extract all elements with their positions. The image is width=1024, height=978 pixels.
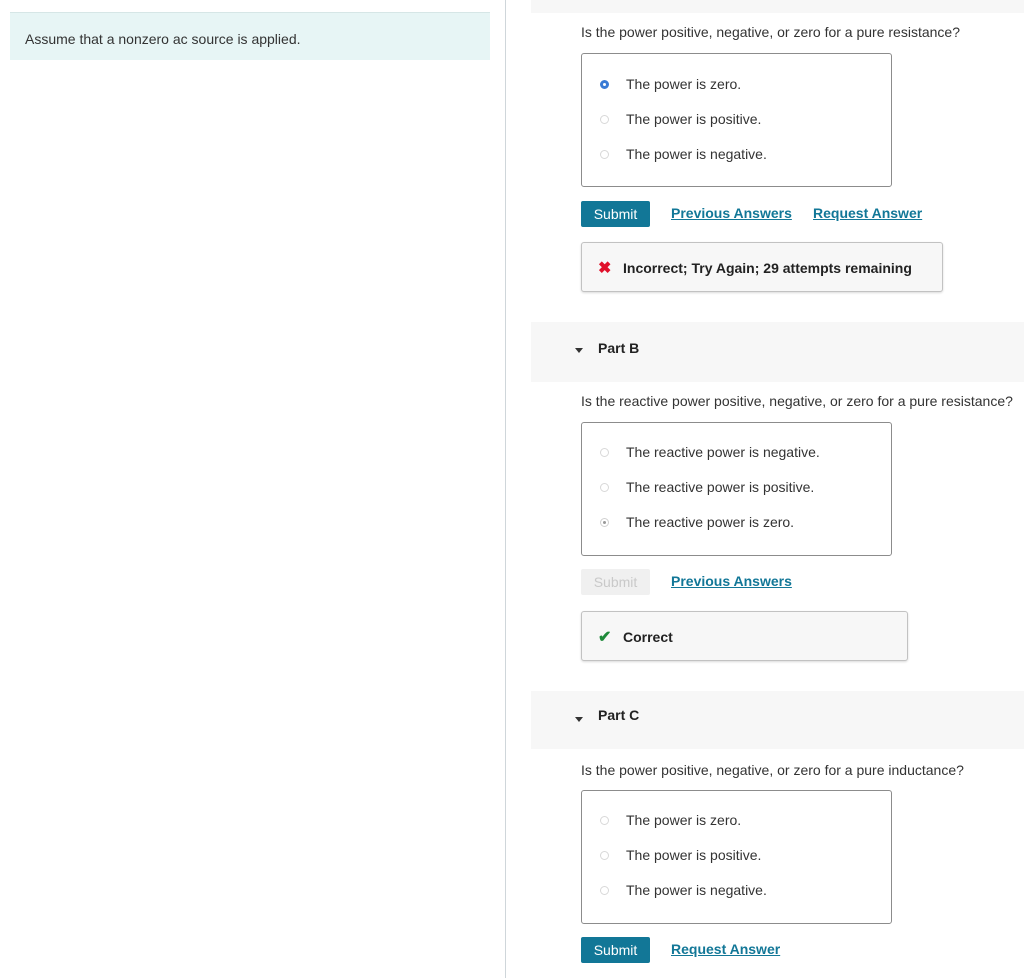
part-c-option-3[interactable] (582, 881, 891, 901)
part-a-request-answer-link[interactable]: Request Answer (813, 205, 923, 221)
part-a-band (531, 0, 1024, 13)
part-c-option-2[interactable] (582, 846, 891, 866)
part-b-feedback (581, 611, 908, 661)
correct-check-icon: ✔ (598, 629, 612, 646)
part-b-option-2[interactable] (582, 478, 891, 498)
option-label: The power is positive. (626, 847, 762, 863)
radio-icon[interactable] (600, 851, 609, 860)
option-label: The power is zero. (626, 76, 742, 92)
radio-icon[interactable] (600, 150, 609, 159)
part-b-option-3[interactable] (582, 513, 891, 533)
part-a-feedback (581, 242, 943, 292)
part-b-question: Is the reactive power positive, negative, or zero for a pure resistance? (581, 393, 1013, 409)
part-a-option-1[interactable] (582, 75, 891, 95)
part-a-submit-button[interactable]: Submit (581, 201, 650, 227)
caret-down-icon[interactable] (575, 348, 583, 353)
radio-icon[interactable] (600, 886, 609, 895)
left-pane (0, 0, 505, 978)
radio-icon[interactable] (600, 816, 609, 825)
part-a-question: Is the power positive, negative, or zero for a pure resistance? (581, 24, 960, 40)
part-b-options (581, 422, 892, 556)
part-b-option-1[interactable] (582, 443, 891, 463)
option-label: The reactive power is zero. (626, 514, 795, 530)
part-b-submit-button[interactable]: Submit (581, 569, 650, 595)
incorrect-x-icon: ✖ (598, 260, 612, 277)
option-label: The power is positive. (626, 111, 762, 127)
intro-text: Assume that a nonzero ac source is applied. (25, 31, 301, 47)
right-pane (506, 0, 1024, 978)
part-a-option-3[interactable] (582, 145, 891, 165)
feedback-text: Incorrect; Try Again; 29 attempts remaining (623, 260, 912, 276)
part-b-previous-answers-link[interactable]: Previous Answers (671, 573, 792, 589)
intro-box (10, 12, 490, 60)
radio-selected-disabled-icon[interactable] (600, 518, 609, 527)
part-b-title: Part B (598, 340, 640, 356)
caret-down-icon[interactable] (575, 717, 583, 722)
part-a-option-2[interactable] (582, 110, 891, 130)
part-a-previous-answers-link[interactable]: Previous Answers (671, 205, 792, 221)
feedback-text: Correct (623, 629, 673, 645)
part-c-request-answer-link[interactable]: Request Answer (671, 941, 781, 957)
part-a-options (581, 53, 892, 187)
part-b-header[interactable] (531, 322, 1024, 382)
option-label: The reactive power is negative. (626, 444, 820, 460)
option-label: The power is negative. (626, 882, 767, 898)
option-label: The power is zero. (626, 812, 742, 828)
radio-icon[interactable] (600, 115, 609, 124)
option-label: The reactive power is positive. (626, 479, 815, 495)
radio-selected-icon[interactable] (600, 80, 609, 89)
part-c-options (581, 790, 892, 924)
radio-icon[interactable] (600, 483, 609, 492)
part-c-header[interactable] (531, 691, 1024, 749)
part-c-submit-button[interactable]: Submit (581, 937, 650, 963)
part-c-question: Is the power positive, negative, or zero for a pure inductance? (581, 762, 964, 778)
part-c-option-1[interactable] (582, 811, 891, 831)
option-label: The power is negative. (626, 146, 767, 162)
radio-icon[interactable] (600, 448, 609, 457)
part-c-title: Part C (598, 707, 640, 723)
